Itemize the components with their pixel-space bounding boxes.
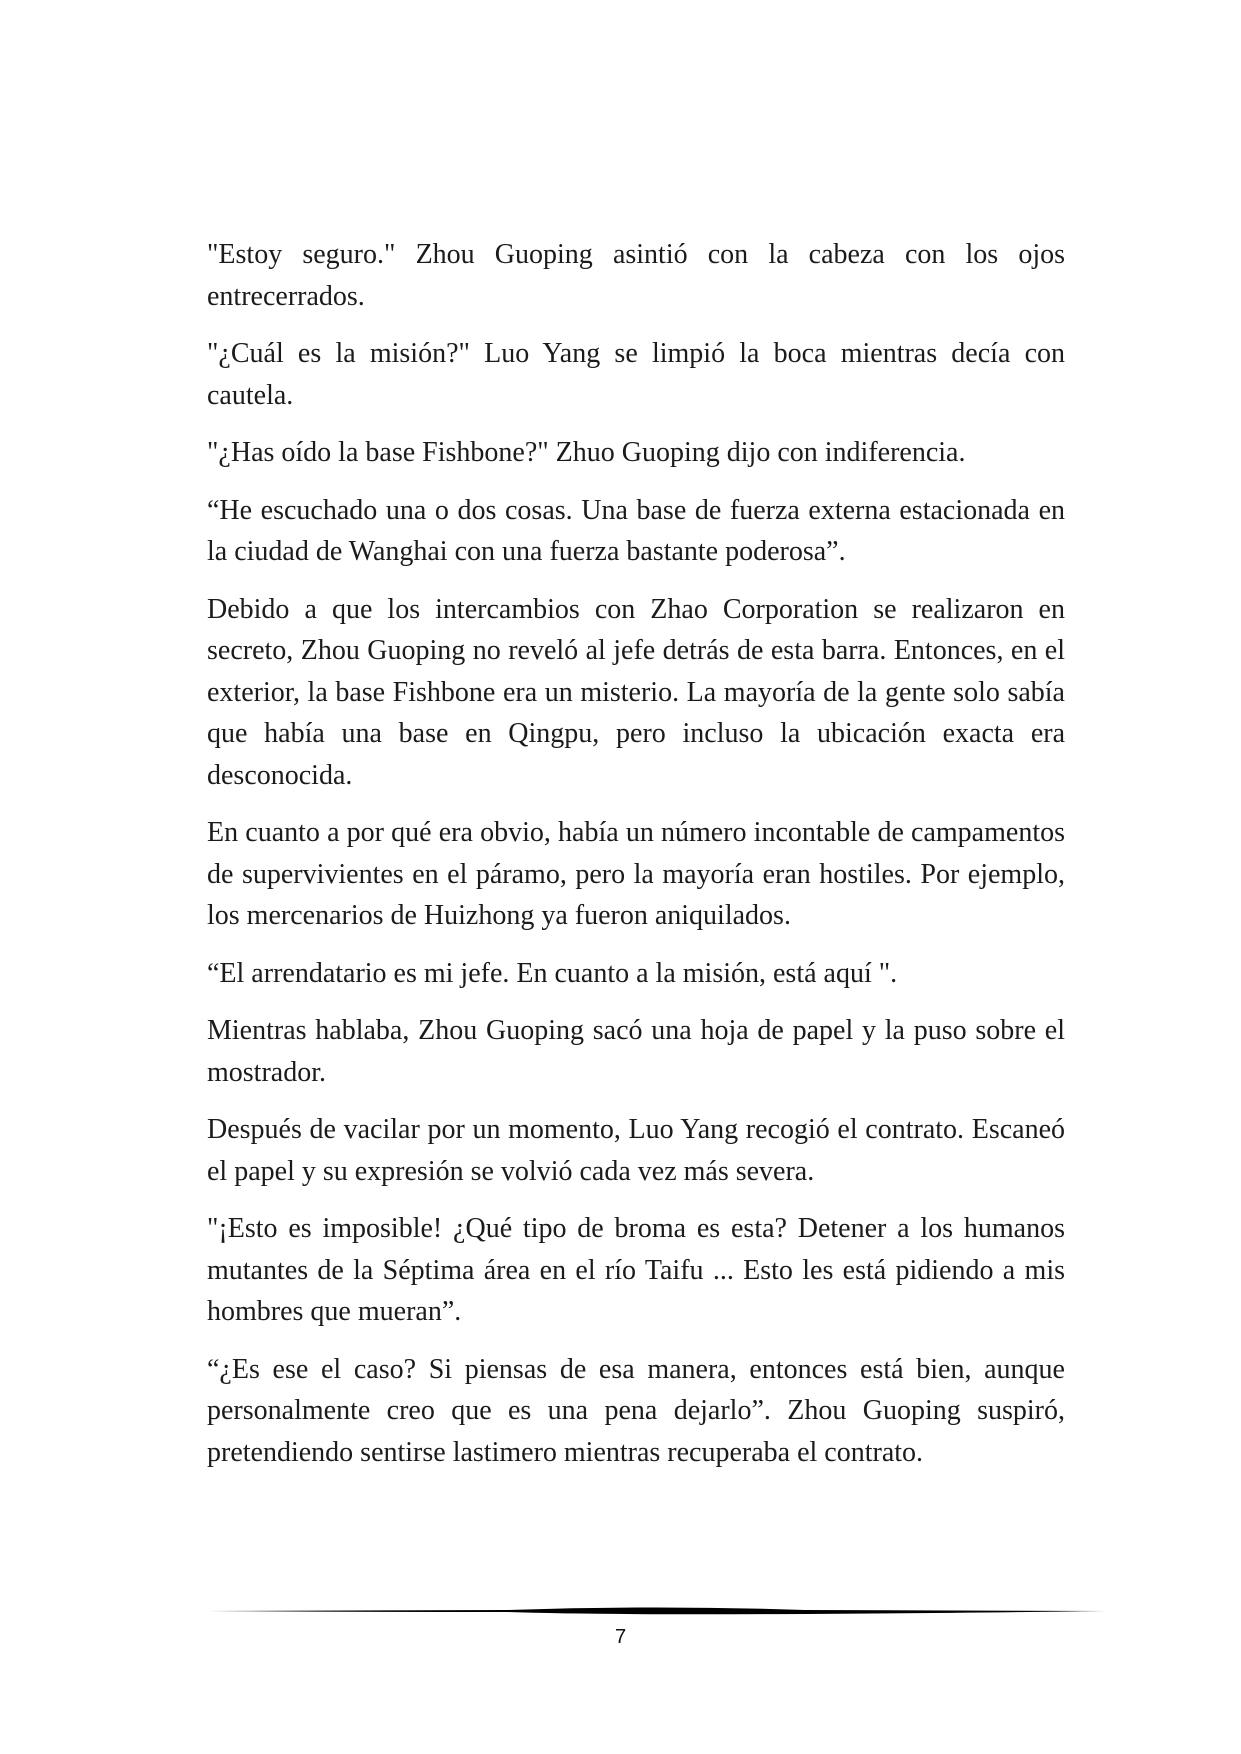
paragraph: "¡Esto es imposible! ¿Qué tipo de broma es esta? Detener a los humanos mutantes de la Séptima área en el río Taifu ... Esto les está pidiendo a mis hombres que mueran”.	[207, 1213, 1065, 1327]
paragraph: En cuanto a por qué era obvio, había un número incontable de campamentos de supervivientes en el páramo, pero la mayoría eran hostiles. Por ejemplo, los mercenarios de Huizhong ya fueron aniquilados.	[207, 817, 1065, 931]
footer-rule	[207, 1605, 1105, 1617]
page-number: 7	[614, 1626, 627, 1648]
paragraph: Debido a que los intercambios con Zhao Corporation se realizaron en secreto, Zhou Guoping no reveló al jefe detrás de esta barra. Entonces, en el exterior, la base Fishbone era un misterio. La mayoría de la gente solo sabía que había una base en Qingpu, pero incluso la ubicación exacta era desconocida.	[207, 593, 1065, 791]
body-text	[207, 234, 1065, 1489]
paragraph: “El arrendatario es mi jefe. En cuanto a la misión, está aquí ".	[207, 957, 898, 989]
footer-rule-shape	[207, 1608, 1105, 1615]
paragraph: "¿Cuál es la misión?" Luo Yang se limpió la boca mientras decía con cautela.	[207, 338, 1065, 411]
paragraph: “¿Es ese el caso? Si piensas de esa manera, entonces está bien, aunque personalmente creo que es una pena dejarlo”. Zhou Guoping suspiró, pretendiendo sentirse lastimero mientras recuperaba el contrato.	[207, 1353, 1065, 1468]
paragraph: Mientras hablaba, Zhou Guoping sacó una hoja de papel y la puso sobre el mostrador.	[207, 1015, 1065, 1088]
paragraph: "¿Has oído la base Fishbone?" Zhuo Guoping dijo con indiferencia.	[207, 437, 966, 468]
paragraph: "Estoy seguro." Zhou Guoping asintió con la cabeza con los ojos entrecerrados.	[207, 239, 1065, 312]
paragraph: Después de vacilar por un momento, Luo Yang recogió el contrato. Escaneó el papel y su expresión se volvió cada vez más severa.	[207, 1114, 1065, 1187]
paragraph: “He escuchado una o dos cosas. Una base de fuerza externa estacionada en la ciudad de Wanghai con una fuerza bastante poderosa”.	[207, 494, 1065, 567]
